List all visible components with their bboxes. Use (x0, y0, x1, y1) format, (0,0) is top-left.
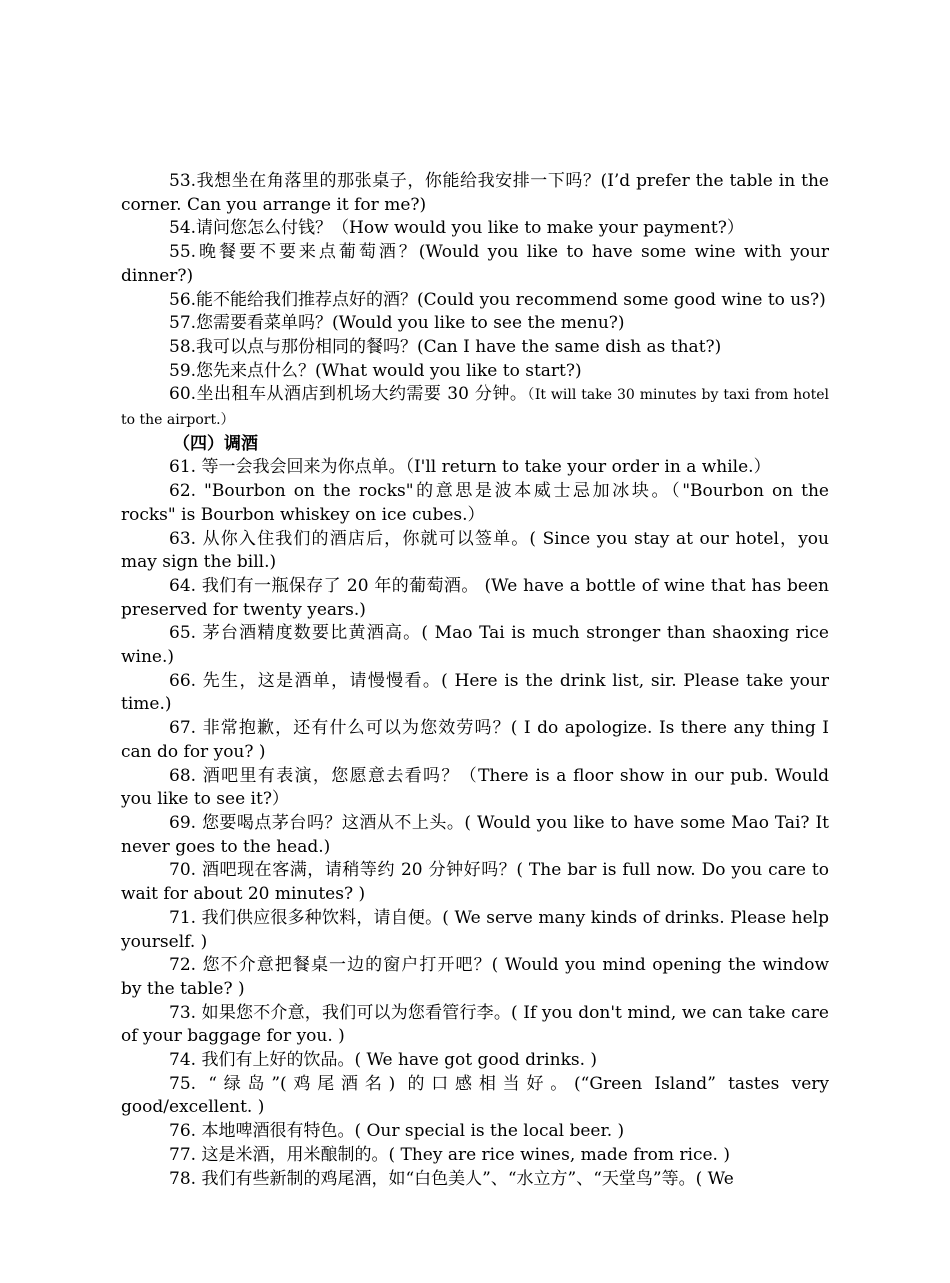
line-60-chinese: 60.坐出租车从酒店到机场大约需要 30 分钟。 (169, 384, 528, 405)
line-71: 71. 我们供应很多种饮料，请自便。( We serve many kinds of drinks. Please help yourself. ) (121, 907, 829, 952)
line-75: 75. “绿岛”(鸡尾酒名) 的口感相当好。(“Green Island” tastes very good/excellent. ) (121, 1073, 829, 1118)
line-73: 73. 如果您不介意，我们可以为您看管行李。( If you don't mind, we can take care of your baggage for you. ) (121, 1002, 829, 1047)
line-54: 54.请问您怎么付钱？（How would you like to make your payment?） (169, 218, 744, 239)
line-70: 70. 酒吧现在客满，请稍等约 20 分钟好吗？( The bar is full now. Do you care to wait for about 20 minutes? ) (121, 860, 829, 905)
line-72: 72. 您不介意把餐桌一边的窗户打开吧？( Would you mind opening the window by the table? ) (121, 955, 829, 999)
line-63: 63. 从你入住我们的酒店后，你就可以签单。( Since you stay at our hotel，you may sign the bill.) (121, 528, 829, 573)
line-67: 67. 非常抱歉，还有什么可以为您效劳吗？( I do apologize. Is there any thing I can do for you? ) (121, 718, 829, 762)
line-76: 76. 本地啤酒很有特色。( Our special is the local beer. ) (169, 1121, 625, 1142)
line-65: 65. 茅台酒精度数要比黄酒高。( Mao Tai is much stronger than shaoxing rice wine.) (121, 623, 829, 668)
line-58: 58.我可以点与那份相同的餐吗？(Can I have the same dish as that?) (169, 336, 722, 357)
document-page (121, 170, 829, 1191)
line-68: 68. 酒吧里有表演，您愿意去看吗？（There is a floor show in our pub. Would you like to see it?） (121, 765, 829, 810)
line-53: 53.我想坐在角落里的那张桌子，你能给我安排一下吗？(I’d prefer the table in the corner. Can you arrange it for me?) (121, 171, 829, 215)
section-heading: （四）调酒 (173, 433, 258, 454)
line-64: 64. 我们有一瓶保存了 20 年的葡萄酒。 (We have a bottle of wine that has been preserved for twenty years.) (121, 575, 829, 620)
line-66: 66. 先生，这是酒单，请慢慢看。( Here is the drink list, sir. Please take your time.) (121, 670, 829, 715)
line-62: 62. "Bourbon on the rocks"的意思是波本威士忌加冰块。（"Bourbon on the rocks" is Bourbon whiskey on ice cubes.） (121, 481, 829, 525)
line-56: 56.能不能给我们推荐点好的酒？(Could you recommend some good wine to us?) (169, 289, 826, 310)
line-77: 77. 这是米酒，用米酿制的。( They are rice wines, made from rice. ) (169, 1144, 730, 1165)
line-78: 78. 我们有些新制的鸡尾酒，如“白色美人”、“水立方”、“天堂鸟”等。( We (169, 1168, 734, 1189)
line-60-english: （It will take 30 minutes by taxi from hotel to the airport.） (121, 387, 829, 429)
line-69: 69. 您要喝点茅台吗？这酒从不上头。( Would you like to have some Mao Tai? It never goes to the head.) (121, 812, 829, 857)
line-60 (121, 383, 829, 432)
line-57: 57.您需要看菜单吗？(Would you like to see the menu?) (169, 313, 625, 334)
line-61: 61. 等一会我会回来为你点单。（I'll return to take your order in a while.） (169, 457, 771, 478)
line-55: 55.晚餐要不要来点葡萄酒？(Would you like to have some wine with your dinner?) (121, 242, 829, 286)
line-59: 59.您先来点什么？(What would you like to start?) (169, 360, 582, 381)
line-74: 74. 我们有上好的饮品。( We have got good drinks. ) (169, 1050, 598, 1071)
